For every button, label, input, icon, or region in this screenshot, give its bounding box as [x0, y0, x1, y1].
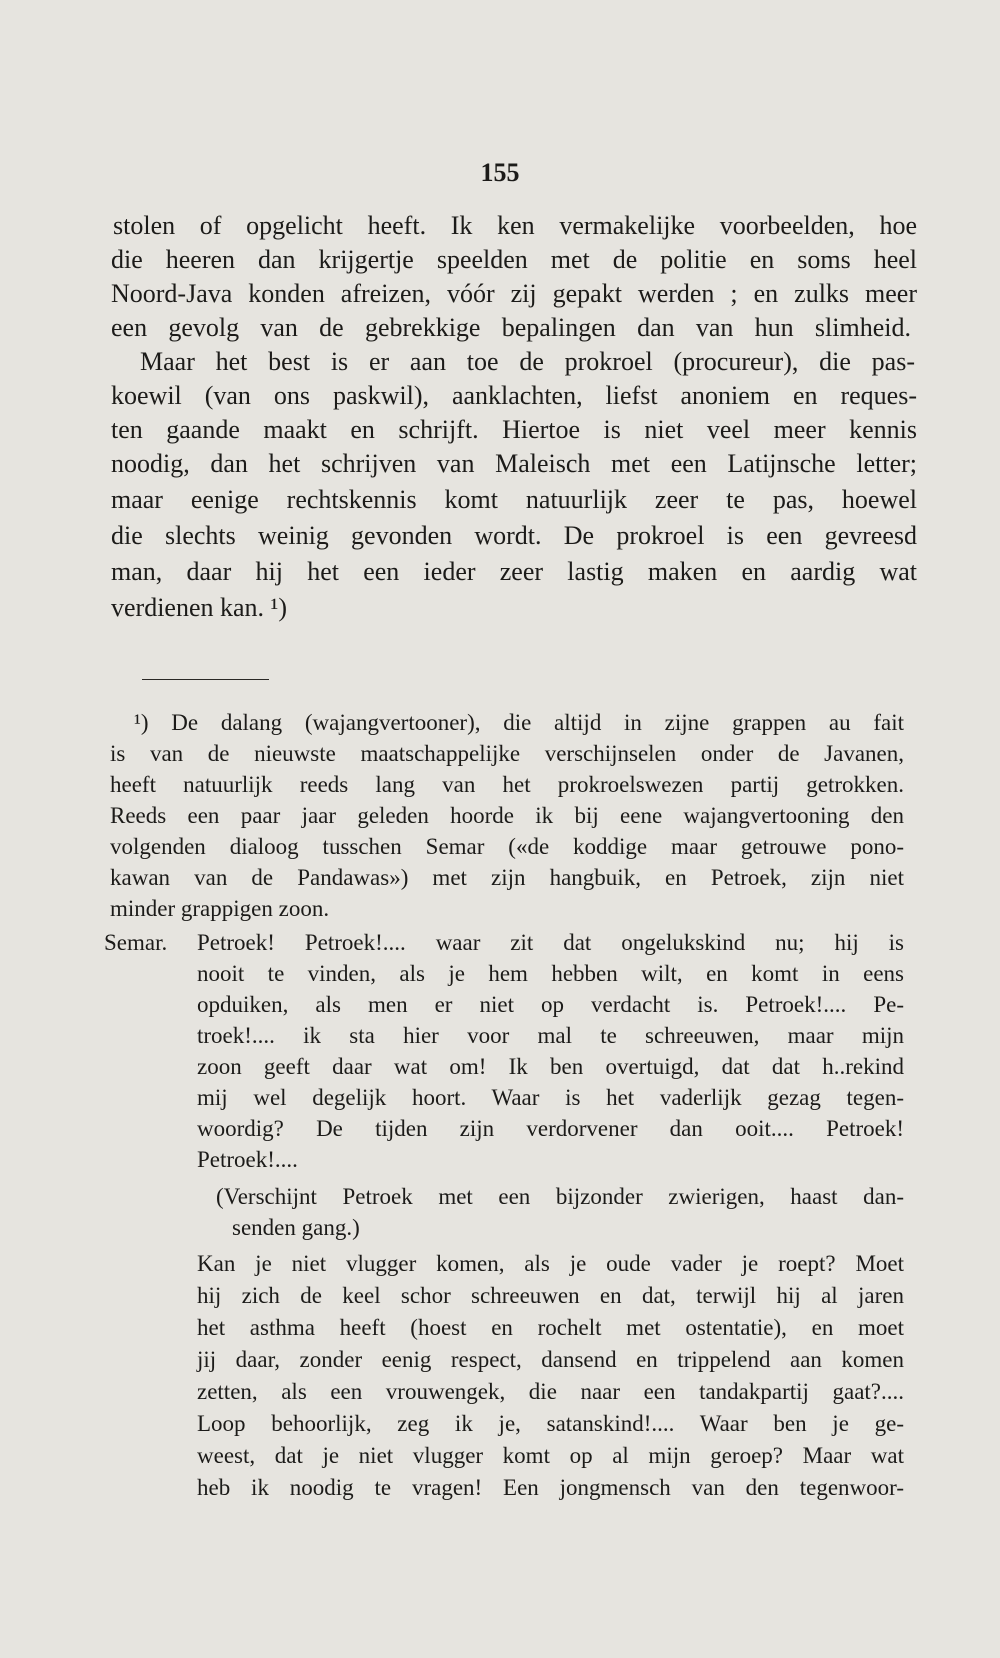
body-line: Maar het best is er aan toe de prokroel (procureur), die pas- — [140, 347, 915, 376]
dialogue-line: Petroek! Petroek!.... waar zit dat ongelukskind nu; hij is — [197, 930, 904, 955]
body-line: verdienen kan. ¹) — [111, 593, 287, 622]
speech-line: hij zich de keel schor schreeuwen en dat, terwijl hij al jaren — [197, 1283, 904, 1308]
body-line: maar eenige rechtskennis komt natuurlijk zeer te pas, hoewel — [111, 485, 917, 514]
footnote-line: minder grappigen zoon. — [110, 896, 330, 921]
dialogue-line: Petroek!.... — [197, 1147, 298, 1172]
body-line: koewil (van ons paskwil), aanklachten, liefst anoniem en reques- — [111, 381, 917, 410]
footnote-line: heeft natuurlijk reeds lang van het prokroelswezen partij getrokken. — [110, 772, 904, 797]
speaker-label: Semar. — [104, 930, 168, 955]
footnote-separator — [142, 679, 269, 680]
dialogue-line: opduiken, als men er niet op verdacht is. Petroek!.... Pe- — [197, 992, 904, 1017]
footnote-line: Reeds een paar jaar geleden hoorde ik bij eene wajangvertooning den — [110, 803, 904, 828]
dialogue-line: woordig? De tijden zijn verdorvener dan ooit.... Petroek! — [197, 1116, 904, 1141]
footnote-line: kawan van de Pandawas») met zijn hangbuik, en Petroek, zijn niet — [110, 865, 904, 890]
speech-line: Kan je niet vlugger komen, als je oude vader je roept? Moet — [197, 1251, 904, 1276]
stage-direction-line: (Verschijnt Petroek met een bijzonder zwierigen, haast dan- — [216, 1184, 904, 1209]
body-line: Noord-Java konden afreizen, vóór zij gepakt werden ; en zulks meer — [111, 279, 917, 308]
speech-line: het asthma heeft (hoest en rochelt met ostentatie), en moet — [197, 1315, 904, 1340]
body-line: die slechts weinig gevonden wordt. De prokroel is een gevreesd — [111, 521, 917, 550]
dialogue-line: mij wel degelijk hoort. Waar is het vaderlijk gezag tegen- — [197, 1085, 904, 1110]
stage-direction-line: senden gang.) — [232, 1215, 360, 1240]
speech-line: Loop behoorlijk, zeg ik je, satanskind!.... Waar ben je ge- — [197, 1411, 904, 1436]
body-line: man, daar hij het een ieder zeer lastig maken en aardig wat — [111, 557, 917, 586]
speech-line: heb ik noodig te vragen! Een jongmensch van den tegenwoor- — [197, 1475, 904, 1500]
speech-line: jij daar, zonder eenig respect, dansend en trippelend aan komen — [197, 1347, 904, 1372]
footnote-line: ¹) De dalang (wajangvertooner), die altijd in zijne grappen au fait — [134, 710, 904, 735]
body-line: die heeren dan krijgertje speelden met de politie en soms heel — [111, 245, 917, 274]
footnote-line: volgenden dialoog tusschen Semar («de koddige maar getrouwe pono- — [110, 834, 904, 859]
body-line: ten gaande maakt en schrijft. Hiertoe is niet veel meer kennis — [111, 415, 917, 444]
dialogue-line: troek!.... ik sta hier voor mal te schreeuwen, maar mijn — [197, 1023, 904, 1048]
body-line: een gevolg van de gebrekkige bepalingen dan van hun slimheid. — [111, 313, 911, 342]
footnote-line: is van de nieuwste maatschappelijke verschijnselen onder de Javanen, — [110, 741, 904, 766]
body-line: noodig, dan het schrijven van Maleisch met een Latijnsche letter; — [111, 449, 917, 478]
dialogue-line: zoon geeft daar wat om! Ik ben overtuigd, dat dat h..rekind — [197, 1054, 904, 1079]
page-number: 155 — [480, 158, 520, 187]
speech-line: zetten, als een vrouwengek, die naar een tandakpartij gaat?.... — [197, 1379, 904, 1404]
dialogue-line: nooit te vinden, als je hem hebben wilt, en komt in eens — [197, 961, 904, 986]
body-line: stolen of opgelicht heeft. Ik ken vermakelijke voorbeelden, hoe — [113, 211, 917, 240]
speech-line: weest, dat je niet vlugger komt op al mijn geroep? Maar wat — [197, 1443, 904, 1468]
